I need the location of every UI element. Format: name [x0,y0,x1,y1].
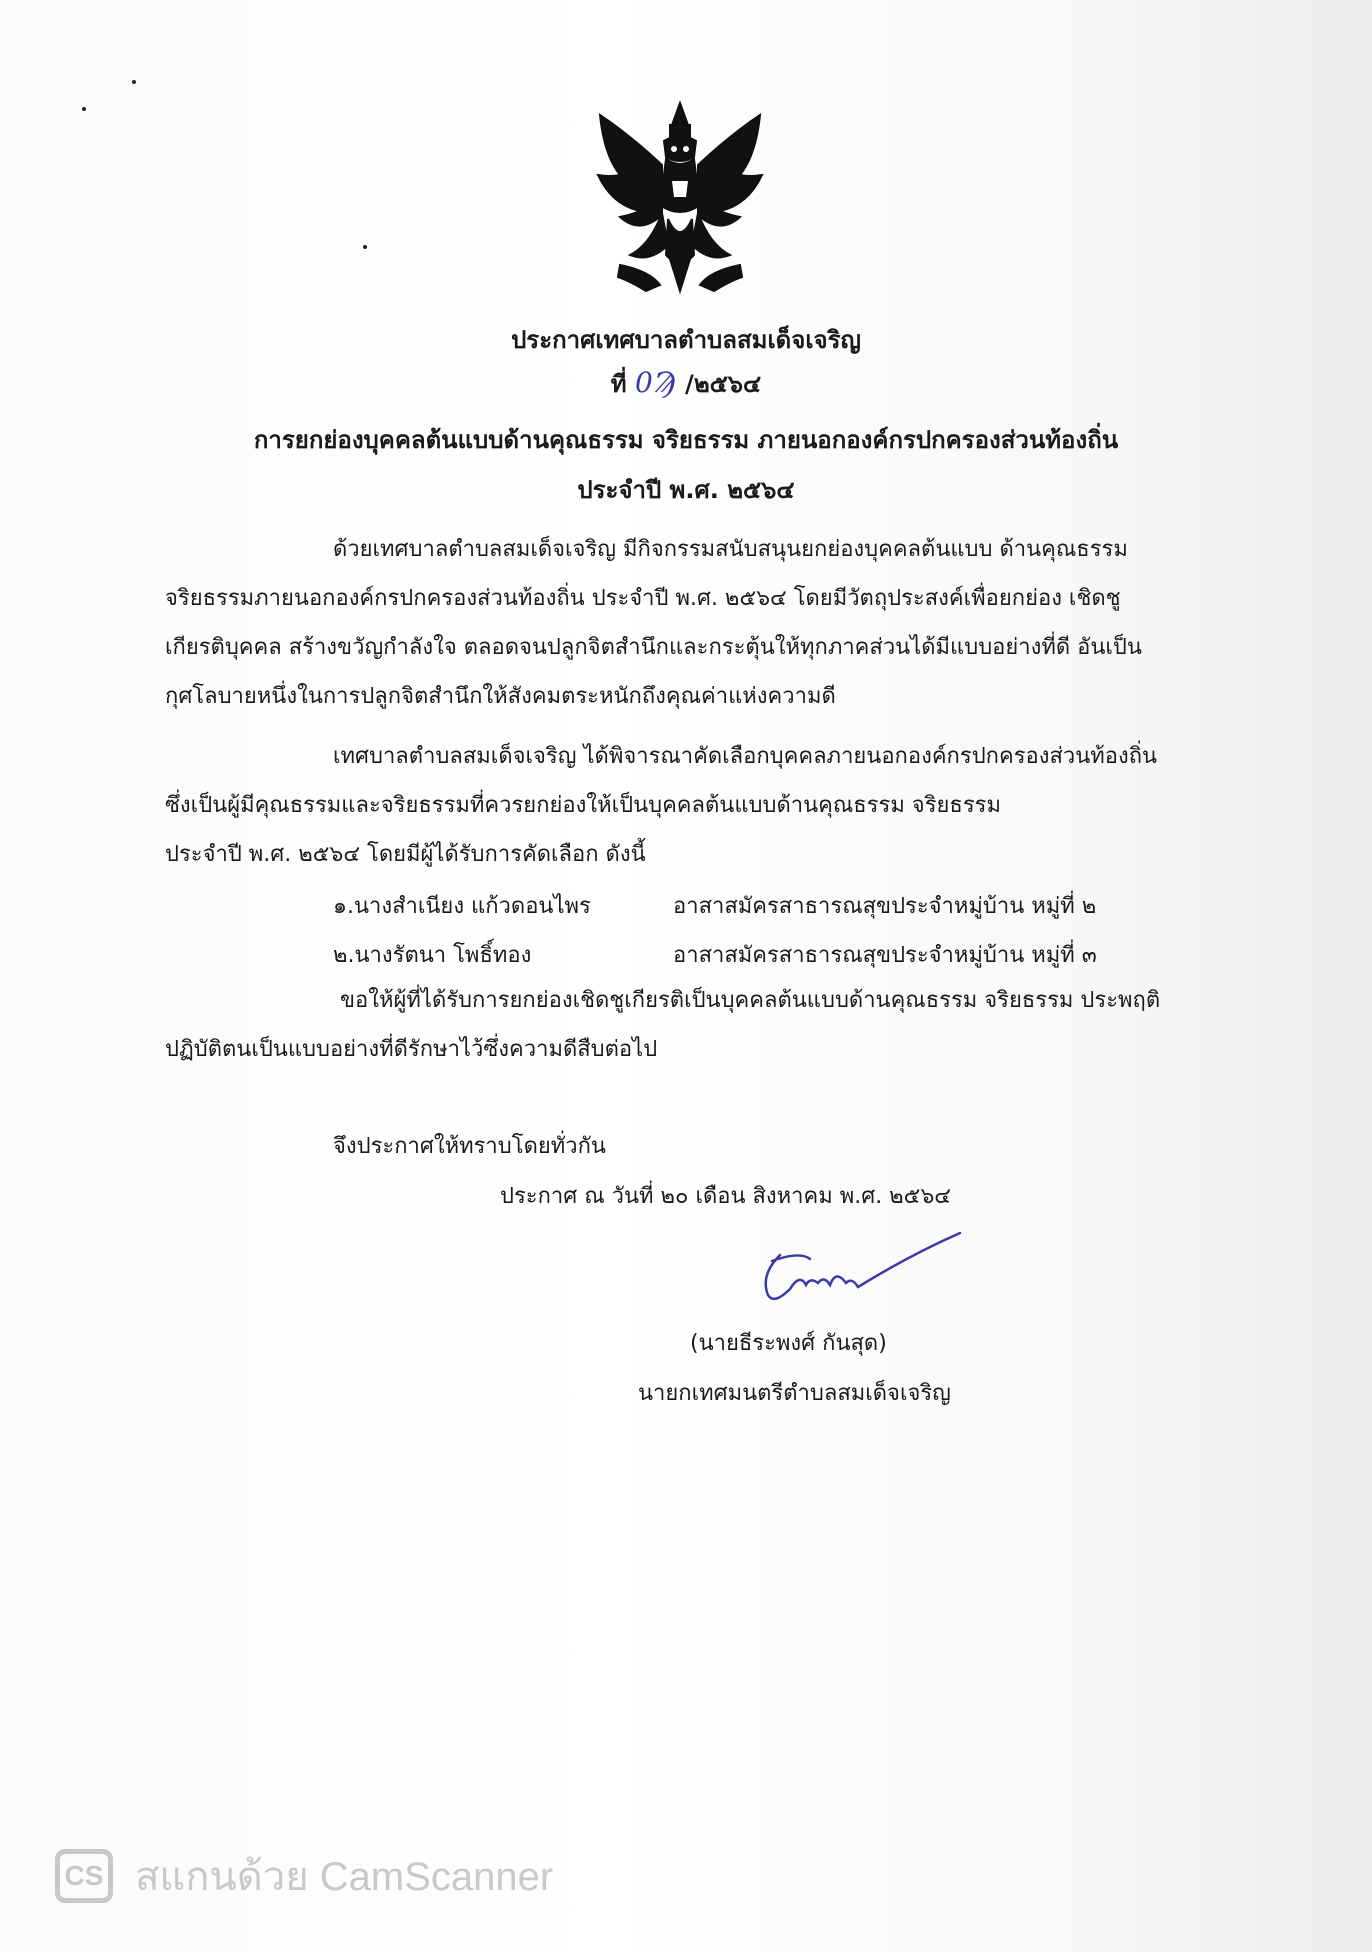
nominee-name: ๑.นางสำเนียง แก้วดอนไพร [333,894,591,919]
nominee-row [333,937,1097,972]
scan-speck [363,245,367,249]
nominee-row [333,888,1096,923]
paragraph-line: ด้วยเทศบาลตำบลสมเด็จเจริญ มีกิจกรรมสนับสนุนยกย่องบุคคลต้นแบบ ด้านคุณธรรม [333,537,1128,562]
number-prefix: ที่ [610,370,627,398]
paragraph-line: ขอให้ผู้ที่ได้รับการยกย่องเชิดชูเกียรติเป็นบุคคลต้นแบบด้านคุณธรรม จริยธรรม ประพฤติ [340,988,1161,1013]
paragraph-2 [165,732,1205,879]
paragraph-line: จริยธรรมภายนอกองค์กรปกครองส่วนท้องถิ่น ประจำปี พ.ศ. ๒๕๖๔ โดยมีวัตถุประสงค์เพื่อยกย่อง เชิดชู [165,586,1121,611]
paragraph-1 [165,525,1205,721]
camscanner-logo-icon: CS [55,1849,113,1903]
number-year-suffix: /๒๕๖๔ [685,370,762,398]
signer-name: (นายธีระพงศ์ กันสุด) [690,1331,887,1356]
announcement-date: ประกาศ ณ วันที่ ๒๐ เดือน สิงหาคม พ.ศ. ๒๕๖๔ [500,1184,951,1209]
garuda-emblem-icon [590,95,770,295]
camscanner-watermark [55,1846,553,1906]
nominee-name: ๒.นางรัตนา โพธิ์ทอง [333,943,532,968]
announcement-number [0,364,1372,403]
watermark-text: สแกนด้วย CamScanner [135,1855,554,1899]
announcement-subject: การยกย่องบุคคลต้นแบบด้านคุณธรรม จริยธรรม ภายนอกองค์กรปกครองส่วนท้องถิ่น [253,426,1119,454]
paragraph-line: เกียรติบุคคล สร้างขวัญกำลังใจ ตลอดจนปลูกจิตสำนึกและกระตุ้นให้ทุกภาคส่วนได้มีแบบอย่างที่ดี อันเป็น [165,635,1142,660]
closing-statement: จึงประกาศให้ทราบโดยทั่วกัน [333,1134,606,1159]
signer-title: นายกเทศมนตรีตำบลสมเด็จเจริญ [638,1381,951,1406]
handwritten-number: 0Ϡ [634,366,677,399]
scan-speck [132,80,136,84]
paragraph-line: ประจำปี พ.ศ. ๒๕๖๔ โดยมีผู้ได้รับการคัดเลือก ดังนี้ [165,842,646,867]
nominee-role: อาสาสมัครสาธารณสุขประจำหมู่บ้าน หมู่ที่ ๓ [673,943,1097,968]
announcement-year: ประจำปี พ.ศ. ๒๕๖๔ [577,476,795,504]
paragraph-line: ซึ่งเป็นผู้มีคุณธรรมและจริยธรรมที่ควรยกย่องให้เป็นบุคคลต้นแบบด้านคุณธรรม จริยธรรม [165,793,1001,818]
paragraph-line: เทศบาลตำบลสมเด็จเจริญ ได้พิจารณาคัดเลือกบุคคลภายนอกองค์กรปกครองส่วนท้องถิ่น [333,744,1158,769]
nominee-role: อาสาสมัครสาธารณสุขประจำหมู่บ้าน หมู่ที่ ๒ [673,894,1097,919]
paragraph-3 [165,976,1205,1074]
scan-speck [82,107,86,111]
paragraph-line: กุศโลบายหนึ่งในการปลูกจิตสำนึกให้สังคมตระหนักถึงคุณค่าแห่งความดี [165,684,836,709]
announcement-title: ประกาศเทศบาลตำบลสมเด็จเจริญ [511,326,861,354]
paragraph-line: ปฏิบัติตนเป็นแบบอย่างที่ดีรักษาไว้ซึ่งความดีสืบต่อไป [165,1037,658,1062]
handwritten-signature-icon [750,1225,970,1315]
